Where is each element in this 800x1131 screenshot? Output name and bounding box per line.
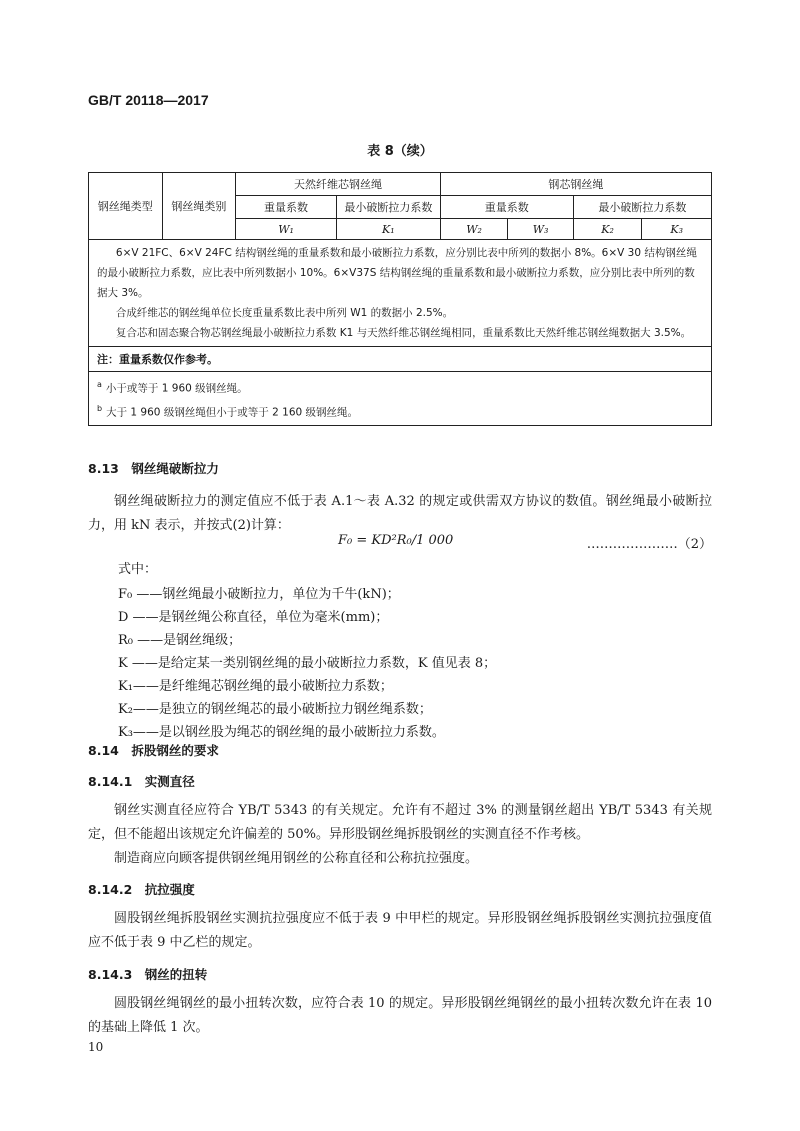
- header-min-break-steel: 最小破断拉力系数: [573, 196, 711, 219]
- section-8-13-paragraph: 钢丝绳破断拉力的测定值应不低于表 A.1～表 A.32 的规定或供需双方协议的数值。钢丝绳最小破断拉力，用 kN 表示，并按式(2)计算：: [88, 494, 712, 533]
- footnote-a-mark: a: [97, 380, 102, 389]
- footnote-b-mark: b: [97, 403, 103, 413]
- symbol-k3: K₃: [642, 219, 712, 240]
- page-number: 10: [88, 1040, 104, 1054]
- table-note: 合成纤维芯的钢丝绳单位长度重量系数比表中所列 W1 的数据小 2.5%。: [115, 307, 454, 319]
- definition-k1: K₁——是纤维绳芯钢丝绳的最小破断拉力系数；: [118, 679, 393, 694]
- table-zhu-note: 注：重量系数仅作参考。: [89, 347, 712, 372]
- section-8-13-title: 8.13 钢丝绳破断拉力: [88, 461, 219, 476]
- definition-k3: K₃——是以钢丝股为绳芯的钢丝绳的最小破断拉力系数。: [118, 725, 445, 740]
- section-8-14-2-title: 8.14.2 抗拉强度: [88, 882, 195, 897]
- definition-f0: F₀ ——钢丝绳最小破断拉力，单位为千牛(kN)；: [118, 587, 400, 602]
- section-8-14-2-paragraph: 圆股钢丝绳拆股钢丝实测抗拉强度应不低于表 9 中甲栏的规定。异形股钢丝绳拆股钢丝实测抗拉强度值应不低于表 9 中乙栏的规定。: [88, 911, 712, 950]
- table-caption: 表 8（续）: [367, 144, 433, 159]
- definition-d: D ——是钢丝绳公称直径，单位为毫米(mm)；: [118, 610, 389, 625]
- formula-number: …………………（2）: [586, 537, 712, 552]
- section-8-14-3-paragraph: 圆股钢丝绳钢丝的最小扭转次数，应符合表 10 的规定。异形股钢丝绳钢丝的最小扭转次数允许在表 10 的基础上降低 1 次。: [88, 996, 712, 1035]
- table-8: [88, 172, 712, 426]
- header-rope-type: 钢丝绳类型: [89, 173, 163, 240]
- table-footnotes: [89, 372, 712, 426]
- header-natural-fiber-core: 天然纤维芯钢丝绳: [236, 173, 441, 196]
- table-note: 复合芯和固态聚合物芯钢丝绳最小破断拉力系数 K1 与天然纤维芯钢丝绳相同，重量系数比天然纤维芯钢丝绳数据大 3.5%。: [115, 327, 692, 339]
- header-weight-coef-steel: 重量系数: [440, 196, 573, 219]
- section-8-14-1-title: 8.14.1 实测直径: [88, 774, 195, 789]
- footnote-a: [97, 375, 703, 399]
- footnote-b: [97, 399, 703, 423]
- symbol-definitions: [118, 583, 496, 744]
- section-8-14-3-title: 8.14.3 钢丝的扭转: [88, 967, 208, 982]
- header-min-break-natural: 最小破断拉力系数: [336, 196, 440, 219]
- footnote-b-text: 大于 1 960 级钢丝绳但小于或等于 2 160 级钢丝绳。: [106, 406, 359, 418]
- standard-number: GB/T 20118—2017: [88, 92, 209, 108]
- section-8-14-title: 8.14 拆股钢丝的要求: [88, 743, 219, 758]
- table-note: 6×V 21FC、6×V 24FC 结构钢丝绳的重量系数和最小破断拉力系数，应分别比表中所列的数据小 8%。6×V 30 结构钢丝绳的最小破断拉力系数，应比表中所列数据小 10%。6×V37S 结构钢丝绳的重量系数和最小破断拉力系数，应分别比表中所列的数据大 3%。: [97, 247, 697, 299]
- definition-k2: K₂——是独立的钢丝绳芯的最小破断拉力钢丝绳系数；: [118, 702, 432, 717]
- section-8-14-1-paragraph-1: 钢丝实测直径应符合 YB/T 5343 的有关规定。允许有不超过 3% 的测量钢丝超出 YB/T 5343 有关规定，但不能超出该规定允许偏差的 50%。异形股钢丝绳拆股钢丝的实测直径不作考核。: [88, 803, 712, 842]
- symbol-w2: W₂: [440, 219, 508, 240]
- table-notes: [89, 240, 712, 347]
- symbol-w3: W₃: [508, 219, 574, 240]
- symbol-k1: K₁: [336, 219, 440, 240]
- definition-k: K ——是给定某一类别钢丝绳的最小破断拉力系数，K 值见表 8；: [118, 656, 497, 671]
- header-weight-coef-natural: 重量系数: [236, 196, 337, 219]
- formula-expression: F₀ = KD²R₀/1 000: [338, 533, 454, 548]
- footnote-a-text: 小于或等于 1 960 级钢丝绳。: [105, 382, 248, 395]
- where-label: 式中：: [118, 562, 158, 577]
- header-rope-class: 钢丝绳类别: [162, 173, 236, 240]
- symbol-w1: W₁: [236, 219, 337, 240]
- header-steel-core: 钢芯钢丝绳: [440, 173, 711, 196]
- section-8-14-1-paragraph-2: 制造商应向顾客提供钢丝绳用钢丝的公称直径和公称抗拉强度。: [114, 851, 479, 866]
- definition-r0: R₀ ——是钢丝绳级；: [118, 633, 242, 648]
- symbol-k2: K₂: [573, 219, 642, 240]
